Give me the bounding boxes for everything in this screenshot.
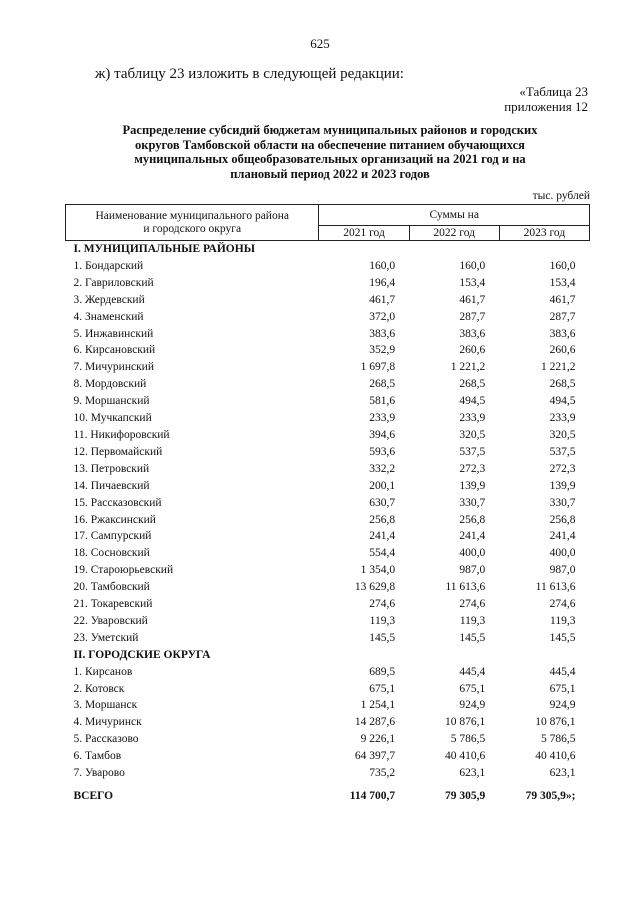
row-2021: 14 287,6	[354, 716, 396, 729]
row-2023: 260,6	[549, 344, 576, 357]
row-2023: 272,3	[549, 462, 576, 475]
table-row	[66, 309, 590, 326]
row-2023: 119,3	[550, 614, 576, 627]
instruction-text: ж) таблицу 23 изложить в следующей редакции:	[95, 66, 404, 82]
row-name: 7. Мичуринский	[73, 361, 154, 374]
row-name: 16. Ржаксинский	[73, 513, 156, 526]
row-2023: 139,9	[549, 479, 576, 492]
row-2022: 153,4	[459, 276, 486, 289]
row-2021: 119,3	[369, 614, 396, 627]
table-row	[66, 342, 590, 359]
row-name: 2. Котовск	[73, 682, 125, 695]
row-2023: 924,9	[549, 699, 576, 712]
row-2021: 200,1	[369, 479, 396, 492]
row-name: 1. Бондарский	[73, 259, 144, 272]
row-2022: 987,0	[459, 564, 486, 577]
row-name: 4. Мичуринск	[73, 716, 142, 729]
row-2023: 160,0	[549, 259, 576, 272]
row-2023: 330,7	[549, 496, 576, 509]
table-body	[66, 241, 590, 811]
row-2021: 9 226,1	[360, 733, 396, 746]
table-row	[66, 681, 590, 698]
header-name-line-1: Наименование муниципального района	[95, 209, 289, 222]
table-row	[66, 579, 590, 596]
row-2022: 241,4	[459, 530, 486, 543]
row-2023: 623,1	[549, 767, 576, 780]
row-name: 22. Уваровский	[73, 614, 148, 627]
caption-line-2: приложения 12	[504, 99, 588, 114]
table-row	[66, 495, 590, 512]
row-2023: 274,6	[549, 598, 576, 611]
header-sums-cell: Суммы на	[319, 205, 590, 226]
row-2021: 383,6	[369, 327, 396, 340]
row-2021: 461,7	[369, 293, 396, 306]
row-2022: 11 613,6	[445, 581, 486, 594]
row-name: 3. Моршанск	[73, 699, 138, 712]
row-2023: 675,1	[549, 682, 576, 695]
row-name: 23. Уметский	[73, 631, 139, 644]
table-row	[66, 731, 590, 748]
row-2022: 1 221,2	[450, 361, 486, 374]
row-2023: 241,4	[549, 530, 576, 543]
row-name: 5. Рассказово	[73, 733, 139, 746]
table-header	[66, 205, 590, 241]
table-row	[66, 512, 590, 529]
row-name: 21. Токаревский	[73, 598, 153, 611]
row-name: 8. Мордовский	[73, 378, 147, 391]
section-municipal-districts: I. МУНИЦИПАЛЬНЫЕ РАЙОНЫ	[73, 243, 255, 255]
table-row	[66, 461, 590, 478]
row-2021: 394,6	[369, 428, 396, 441]
table-row	[66, 444, 590, 461]
subsidy-table	[65, 204, 590, 810]
row-2022: 10 876,1	[445, 716, 486, 729]
row-2023: 11 613,6	[535, 581, 576, 594]
row-2021: 1 697,8	[360, 361, 396, 374]
row-2021: 256,8	[369, 513, 396, 526]
row-2022: 40 410,6	[445, 750, 486, 763]
row-name: 1. Кирсанов	[73, 665, 133, 678]
row-name: 9. Моршанский	[73, 395, 150, 408]
row-name: 15. Рассказовский	[73, 496, 162, 509]
table-row	[66, 376, 590, 393]
row-2021: 581,6	[369, 395, 396, 408]
row-2023: 233,9	[549, 412, 576, 425]
total-label: ВСЕГО	[73, 790, 114, 802]
row-2022: 623,1	[459, 767, 486, 780]
row-name: 3. Жердевский	[73, 293, 145, 306]
row-name: 6. Тамбов	[73, 750, 122, 763]
row-2022: 537,5	[459, 445, 486, 458]
row-2022: 320,5	[459, 428, 486, 441]
page-number: 625	[310, 36, 330, 51]
row-name: 6. Кирсановский	[73, 344, 156, 357]
row-name: 12. Первомайский	[73, 445, 163, 458]
row-2023: 537,5	[549, 445, 576, 458]
row-2023: 256,8	[549, 513, 576, 526]
table-row	[66, 613, 590, 630]
table-row	[66, 528, 590, 545]
row-2021: 145,5	[369, 631, 396, 644]
table-row	[66, 630, 590, 647]
table-row	[66, 765, 590, 782]
row-2023: 1 221,2	[541, 361, 576, 374]
table-row	[66, 562, 590, 579]
header-year-2021: 2021 год	[319, 226, 409, 241]
header-name-line-2: и городского округа	[143, 222, 242, 235]
row-2021: 630,7	[369, 496, 396, 509]
row-name: 7. Уварово	[73, 767, 125, 780]
table-caption	[440, 84, 588, 114]
total-row	[66, 782, 590, 810]
row-2022: 274,6	[459, 598, 486, 611]
row-2023: 153,4	[549, 276, 576, 289]
row-2021: 196,4	[369, 276, 396, 289]
row-2021: 274,6	[369, 598, 396, 611]
row-2023: 320,5	[549, 428, 576, 441]
caption-line-1: «Таблица 23	[519, 84, 588, 99]
table-row	[66, 410, 590, 427]
row-2022: 330,7	[459, 496, 486, 509]
row-name: 17. Сампурский	[73, 530, 152, 543]
row-2023: 40 410,6	[535, 750, 576, 763]
row-2023: 5 786,5	[541, 733, 576, 746]
row-name: 14. Пичаевский	[73, 479, 150, 492]
heading-line-3: муниципальных общеобразовательных организаций на 2021 год и на	[134, 152, 526, 166]
row-name: 11. Никифоровский	[73, 428, 170, 441]
row-2021: 160,0	[369, 259, 396, 272]
table-row	[66, 545, 590, 562]
row-2022: 5 786,5	[450, 733, 486, 746]
row-2022: 119,3	[459, 614, 486, 627]
row-2021: 268,5	[369, 378, 396, 391]
table-row	[66, 326, 590, 343]
table-heading	[100, 123, 560, 181]
row-2022: 268,5	[459, 378, 486, 391]
row-2022: 233,9	[459, 412, 486, 425]
row-2023: 400,0	[549, 547, 576, 560]
header-year-2023: 2023 год	[499, 226, 589, 241]
row-2022: 256,8	[459, 513, 486, 526]
row-2021: 593,6	[369, 445, 396, 458]
total-2023: 79 305,9»;	[525, 790, 576, 802]
units-label: тыс. рублей	[532, 190, 590, 202]
row-2023: 145,5	[549, 631, 576, 644]
total-2021: 114 700,7	[349, 790, 396, 802]
row-2021: 1 254,1	[360, 699, 396, 712]
row-2022: 145,5	[459, 631, 486, 644]
table-row	[66, 275, 590, 292]
table-row	[66, 258, 590, 275]
row-2021: 233,9	[369, 412, 396, 425]
row-2021: 352,9	[369, 344, 396, 357]
table-row	[66, 748, 590, 765]
row-2023: 383,6	[549, 327, 576, 340]
row-2022: 260,6	[459, 344, 486, 357]
row-2022: 383,6	[459, 327, 486, 340]
row-name: 19. Староюрьевский	[73, 564, 174, 577]
row-2022: 400,0	[459, 547, 486, 560]
row-2022: 461,7	[459, 293, 486, 306]
row-2023: 445,4	[549, 665, 576, 678]
row-2022: 494,5	[459, 395, 486, 408]
row-2021: 372,0	[369, 310, 396, 323]
row-2021: 332,2	[369, 462, 396, 475]
table-row	[66, 596, 590, 613]
row-2022: 139,9	[459, 479, 486, 492]
row-2023: 494,5	[549, 395, 576, 408]
row-2023: 10 876,1	[535, 716, 576, 729]
row-2021: 1 354,0	[360, 564, 396, 577]
section-city-districts: II. ГОРОДСКИЕ ОКРУГА	[73, 648, 211, 661]
row-name: 4. Знаменский	[73, 310, 144, 323]
row-2022: 272,3	[459, 462, 486, 475]
row-2022: 287,7	[459, 310, 486, 323]
table-row	[66, 478, 590, 495]
row-2022: 924,9	[459, 699, 486, 712]
table-row	[66, 714, 590, 731]
row-2022: 445,4	[459, 665, 486, 678]
header-year-2022: 2022 год	[409, 226, 499, 241]
row-2021: 241,4	[369, 530, 396, 543]
heading-line-4: плановый период 2022 и 2023 годов	[230, 166, 430, 181]
table-row	[66, 427, 590, 444]
row-name: 5. Инжавинский	[73, 327, 154, 340]
table-row	[66, 664, 590, 681]
header-name-cell	[66, 205, 319, 241]
row-name: 13. Петровский	[73, 462, 150, 475]
row-2021: 554,4	[369, 547, 396, 560]
row-2022: 675,1	[459, 682, 486, 695]
row-2023: 461,7	[549, 293, 576, 306]
table-row	[66, 393, 590, 410]
heading-line-1: Распределение субсидий бюджетам муниципальных районов и городских	[122, 123, 538, 137]
row-name: 20. Тамбовский	[73, 581, 150, 594]
row-name: 18. Сосновский	[73, 547, 150, 560]
row-2021: 735,2	[369, 767, 396, 780]
row-2021: 64 397,7	[354, 750, 396, 763]
row-name: 10. Мучкапский	[73, 412, 152, 425]
row-2023: 987,0	[549, 564, 576, 577]
row-2021: 689,5	[369, 665, 396, 678]
row-2023: 268,5	[549, 378, 576, 391]
heading-line-2: округов Тамбовской области на обеспечение питанием обучающихся	[135, 137, 525, 152]
row-2023: 287,7	[549, 310, 576, 323]
row-2022: 160,0	[459, 259, 486, 272]
table-row	[66, 359, 590, 376]
row-2021: 675,1	[369, 682, 396, 695]
row-name: 2. Гавриловский	[73, 276, 154, 289]
total-2022: 79 305,9	[445, 790, 486, 802]
table-row	[66, 697, 590, 714]
table-row	[66, 292, 590, 309]
row-2021: 13 629,8	[354, 581, 396, 594]
